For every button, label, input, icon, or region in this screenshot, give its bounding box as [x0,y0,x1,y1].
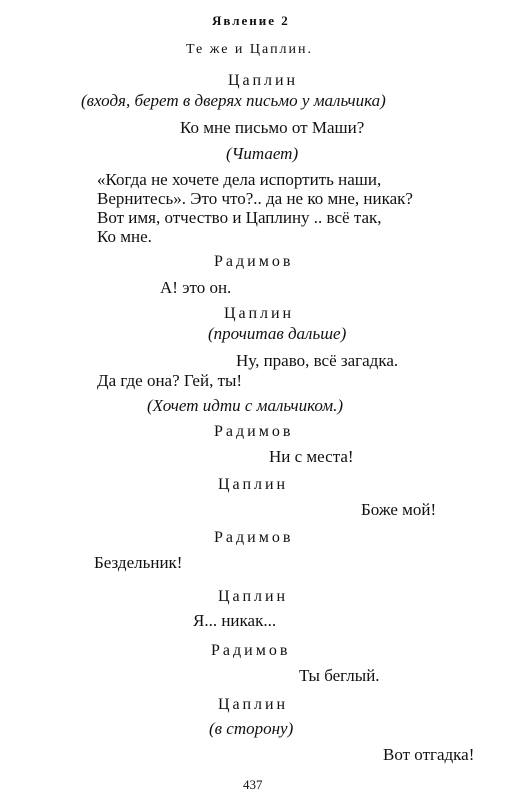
verse-line: Вернитесь». Это что?.. да не ко мне, никак? [97,189,413,208]
speaker-name: Цаплин [218,696,289,713]
verse-line: Ну, право, всё загадка. [236,351,399,370]
speaker-name: Радимов [214,423,294,440]
verse-line: «Когда не хочете дела испортить наши, [97,170,382,189]
stage-direction: (в сторону) [209,719,294,738]
speaker-name: Цаплин [218,588,289,605]
speaker-name: Цаплин [228,72,299,89]
verse-line: Ко мне письмо от Маши? [180,118,365,137]
scene-heading: Явление 2 [212,13,290,28]
speaker-name: Цаплин [218,476,289,493]
verse-line: Вот имя, отчество и Цаплину .. всё так, [97,208,382,227]
verse-line: Я... никак... [193,611,277,630]
speaker-name: Радимов [214,529,294,546]
verse-line: А! это он. [160,278,232,297]
speaker-name: Цаплин [224,305,295,322]
scene-cast: Те же и Цаплин. [186,42,314,57]
stage-direction: (Читает) [226,144,299,163]
verse-line: Бездельник! [94,553,183,572]
verse-line: Да где она? Гей, ты! [97,371,243,390]
verse-line: Ни с места! [269,447,354,466]
page-number: 437 [243,777,263,792]
speaker-name: Радимов [214,253,294,270]
stage-direction: (прочитав дальше) [208,324,347,343]
verse-line: Вот отгадка! [383,745,475,764]
verse-line: Боже мой! [361,500,437,519]
stage-direction: (Хочет идти с мальчиком.) [147,396,344,415]
verse-line: Ты беглый. [299,666,380,685]
stage-direction: (входя, берет в дверях письмо у мальчика) [81,91,386,110]
speaker-name: Радимов [211,642,291,659]
verse-line: Ко мне. [97,227,152,246]
